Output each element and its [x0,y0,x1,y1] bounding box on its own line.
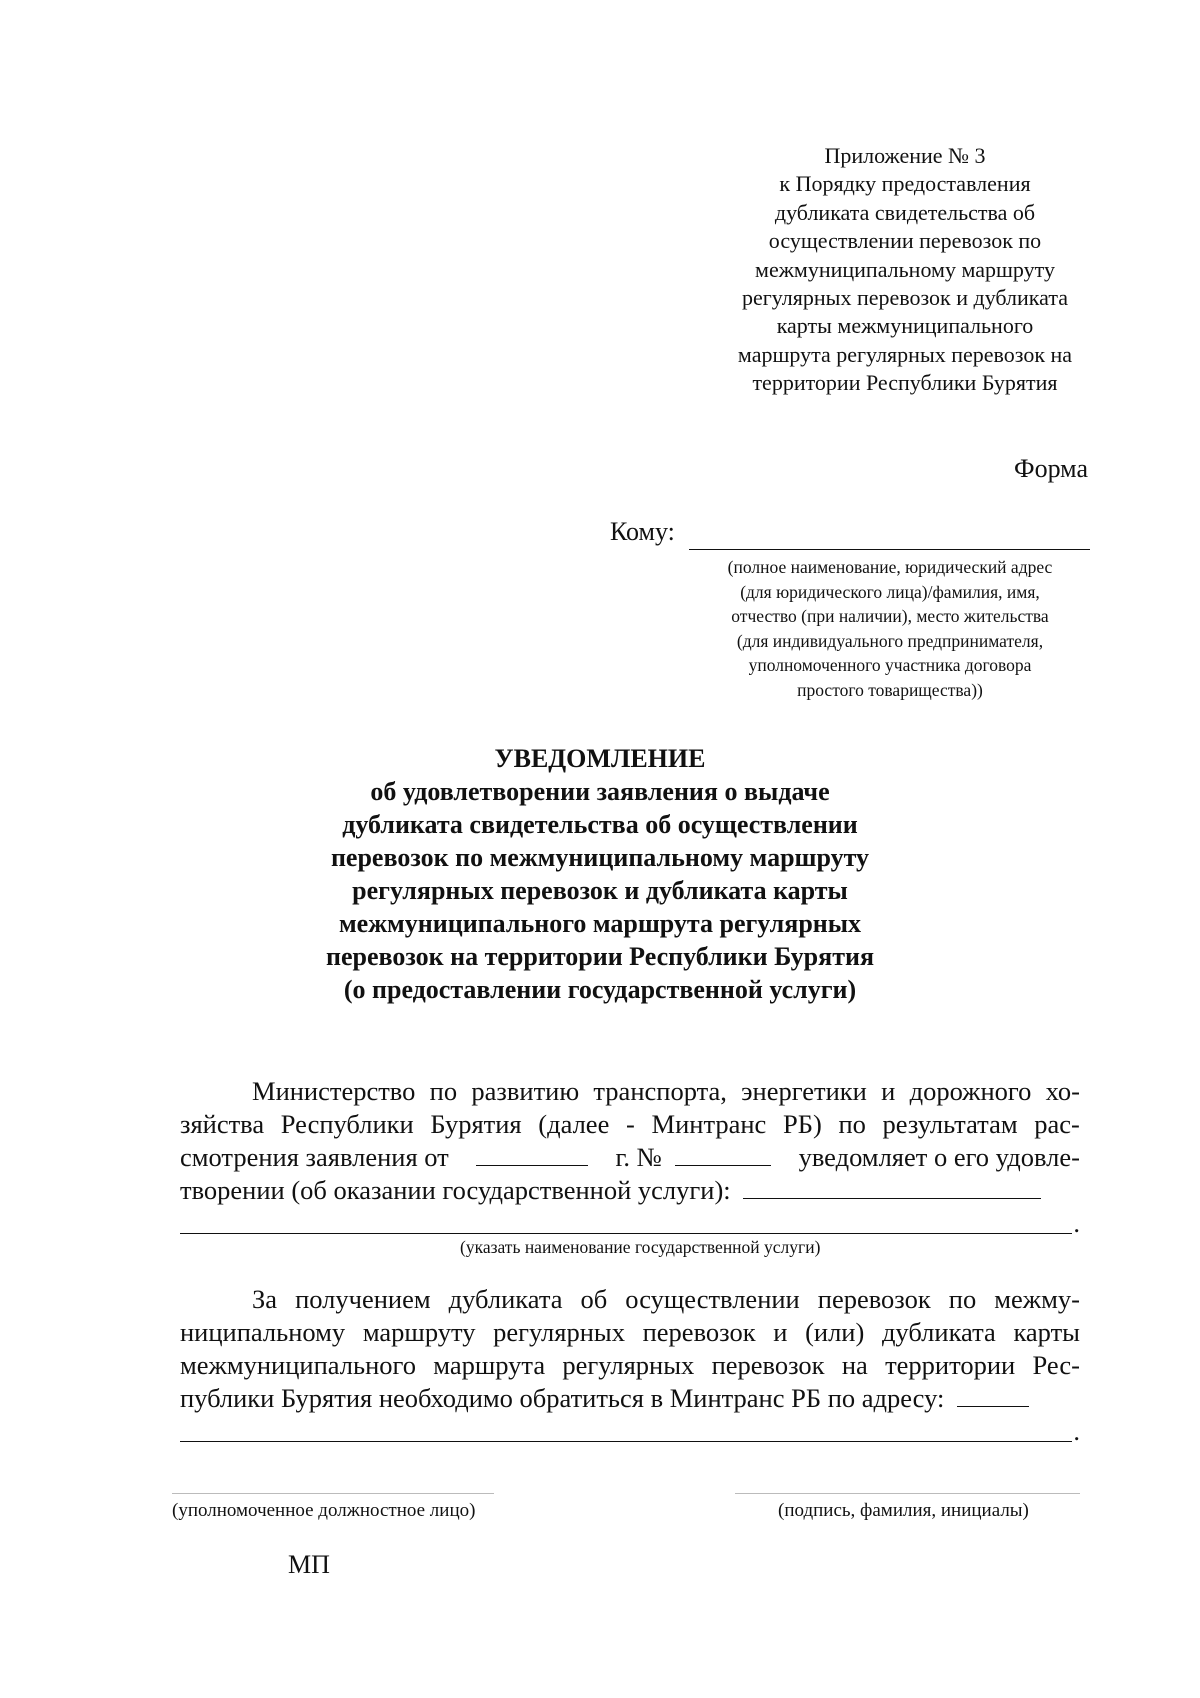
official-signature-line [172,1493,494,1494]
signature-label: (подпись, фамилия, инициалы) [778,1500,1029,1521]
word: (или) [805,1317,865,1347]
word: на [841,1350,868,1380]
body-paragraph-1 [180,1075,1080,1240]
recipient-hint-line: уполномоченного участника договора [748,655,1032,675]
title-line: межмуниципального маршрута регулярных [338,909,862,938]
service-name-hint: (указать наименование государственной услуги) [460,1237,821,1257]
word: - [626,1109,635,1139]
appendix-line: Приложение № 3 [824,143,986,168]
word: Республики [280,1109,414,1139]
word: регулярных [562,1350,695,1380]
word: развитию [471,1076,580,1106]
word: регулярных [493,1317,625,1347]
paragraph-line [180,1349,1080,1382]
word: и [773,1317,788,1347]
form-label: Форма [1014,454,1088,483]
word: дубликата [881,1317,996,1347]
word: территории [885,1350,1016,1380]
address-blank-continued [180,1441,1072,1442]
paragraph-line [180,1108,1080,1141]
paragraph-line [180,1382,1080,1415]
title-line: УВЕДОМЛЕНИЕ [494,744,706,773]
word: рас- [1034,1109,1080,1139]
word: За [252,1284,278,1314]
official-label: (уполномоченное должностное лицо) [172,1500,476,1521]
address-blank [957,1382,1029,1407]
word: Министерство [252,1076,416,1106]
appendix-header [710,142,1100,398]
word: зяйства [180,1109,265,1139]
paragraph-line [180,1207,1080,1240]
word: хо- [1045,1076,1080,1106]
title-line: перевозок по межмуниципальному маршруту [330,843,870,872]
service-name-blank [743,1174,1041,1199]
appendix-line: маршрута регулярных перевозок на [737,341,1073,367]
appendix-line: к Порядку предоставления [779,171,1031,197]
paragraph-line [180,1075,1080,1108]
appendix-line: регулярных перевозок и дубликата [741,285,1069,311]
word: получением [295,1284,431,1314]
paragraph-line [180,1283,1080,1316]
word: маршруту [362,1317,476,1347]
text-fragment: публики Бурятия необходимо обратиться в Минтранс РБ по адресу: [180,1383,945,1413]
word: Бурятия [430,1109,522,1139]
word: Рес- [1032,1350,1080,1380]
word: об [580,1284,608,1314]
word: результатам [882,1109,1018,1139]
recipient-hint-line: простого товарищества)) [797,679,983,700]
word: по [838,1109,866,1139]
recipient-blank [689,549,1090,550]
word: маршрута [433,1350,546,1380]
title-line: дубликата свидетельства об осуществлении [342,810,858,839]
appendix-line: карты межмуниципального [776,313,1034,339]
word: дорожного [909,1076,1032,1106]
recipient-label: Кому: [610,517,675,546]
body-paragraph-2 [180,1283,1080,1448]
word: РБ) [782,1109,822,1139]
word: Минтранс [651,1109,767,1139]
word: осуществлении [625,1284,800,1314]
word: ниципальному [180,1317,346,1347]
appendix-line: территории Республики Бурятия [752,370,1058,396]
text-fragment: г. № [615,1142,662,1172]
period: . [1073,1208,1080,1238]
title-line: перевозок на территории Республики Бурятия [325,942,875,971]
text-fragment: смотрения заявления от [180,1142,449,1172]
period: . [1073,1416,1080,1446]
service-name-blank-continued [180,1233,1072,1234]
word: перевозок [817,1284,931,1314]
signature-line [735,1493,1080,1494]
recipient-hint-line: (для юридического лица)/фамилия, имя, [740,581,1040,602]
word: по [429,1076,458,1106]
word: дубликата [448,1284,563,1314]
paragraph-line [180,1415,1080,1448]
word: (далее [538,1109,610,1139]
paragraph-line [180,1316,1080,1349]
recipient-hint [680,555,1100,702]
paragraph-line [180,1174,1080,1207]
recipient-hint-line: отчество (при наличии), место жительства [731,606,1049,626]
word: энергетики [741,1076,867,1106]
stamp-place-label: МП [288,1550,330,1579]
appendix-line: осуществлении перевозок по [768,228,1042,254]
word: перевозок [711,1350,825,1380]
title-line: (о предоставлении государственной услуги) [343,975,857,1004]
title-line: регулярных перевозок и дубликата карты [352,876,848,905]
document-title [280,742,920,1006]
recipient-row [610,517,1090,553]
word: перевозок [642,1317,756,1347]
application-number-blank [675,1141,771,1166]
word: и [881,1076,896,1106]
recipient-hint-line: (полное наименование, юридический адрес [727,557,1053,577]
title-line: об удовлетворении заявления о выдаче [370,777,830,806]
recipient-hint-line: (для индивидуального предпринимателя, [736,630,1044,651]
word: транспорта, [593,1076,727,1106]
paragraph-line [180,1141,1080,1174]
word: по [948,1284,977,1314]
application-date-blank [476,1141,588,1166]
word: карты [1013,1317,1080,1347]
word: межму- [994,1284,1080,1314]
text-fragment: уведомляет о его удовле- [798,1142,1080,1172]
appendix-line: межмуниципальному маршруту [755,256,1055,282]
appendix-line: дубликата свидетельства об [774,199,1036,225]
word: межмуниципального [180,1350,416,1380]
text-fragment: творении (об оказании государственной услуги): [180,1175,731,1205]
